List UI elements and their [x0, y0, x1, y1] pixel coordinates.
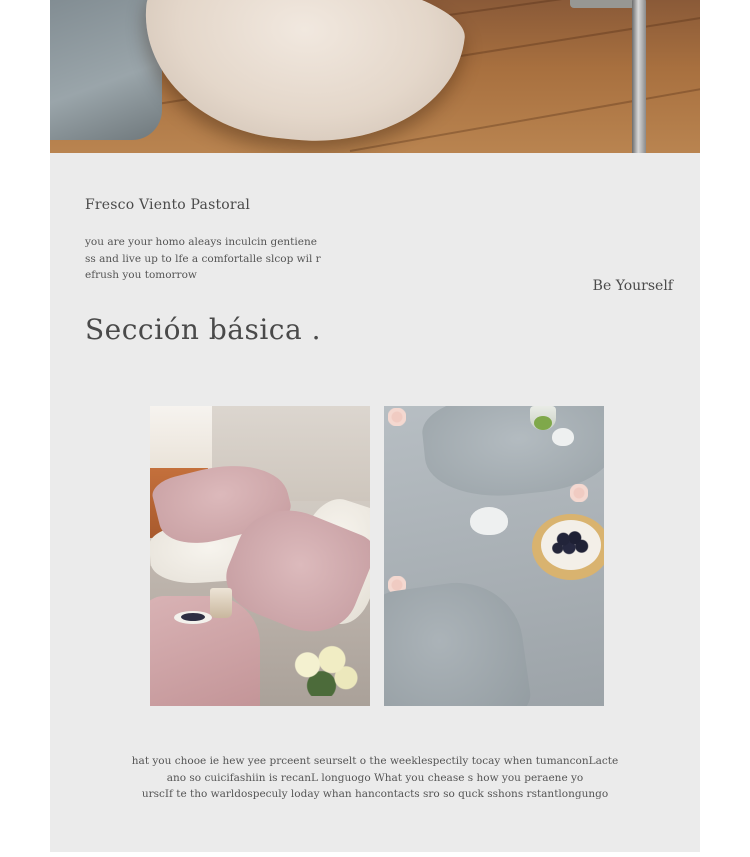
section-title: Sección básica . — [85, 313, 321, 346]
flower-bouquet — [290, 644, 360, 696]
blueberries — [552, 528, 590, 556]
intro-line: you are your homo aleays inculcin gentiene — [85, 236, 317, 248]
grey-pillow — [384, 574, 533, 706]
tagline: Be Yourself — [592, 278, 673, 294]
flower-embroidery — [570, 484, 588, 502]
intro-line: ss and live up to lfe a comfortalle slcop wil r — [85, 252, 321, 265]
cream-pillow — [134, 0, 470, 153]
outro-line: ano so cuicifashiin is recanL longuogo What you chease s how you peraene yo — [166, 771, 584, 784]
outro-line: urscIf te tho warldospeculy loday whan hancontacts sro so quck sshons rstantlongungo — [141, 788, 609, 800]
collection-subtitle: Fresco Viento Pastoral — [85, 197, 251, 213]
content-panel — [50, 153, 700, 852]
bunny-embroidery — [552, 428, 574, 446]
hero-photo — [50, 0, 700, 153]
grey-bedding-photo — [384, 406, 604, 706]
pink-bedding-photo — [150, 406, 370, 706]
lime — [534, 416, 552, 430]
flower-embroidery — [388, 408, 406, 426]
outro-line: hat you chooe ie hew yee prceent seurselt o the weeklespectily tocay when tumanconLacte — [131, 755, 619, 767]
intro-line: efrush you tomorrow — [85, 269, 197, 281]
outro-paragraph — [100, 753, 650, 803]
chair-leg — [632, 0, 646, 153]
intro-paragraph — [85, 234, 325, 284]
bunny-embroidery — [470, 507, 508, 535]
chair-frame — [570, 0, 640, 8]
coffee-cup — [210, 588, 232, 618]
blueberries — [181, 613, 205, 621]
